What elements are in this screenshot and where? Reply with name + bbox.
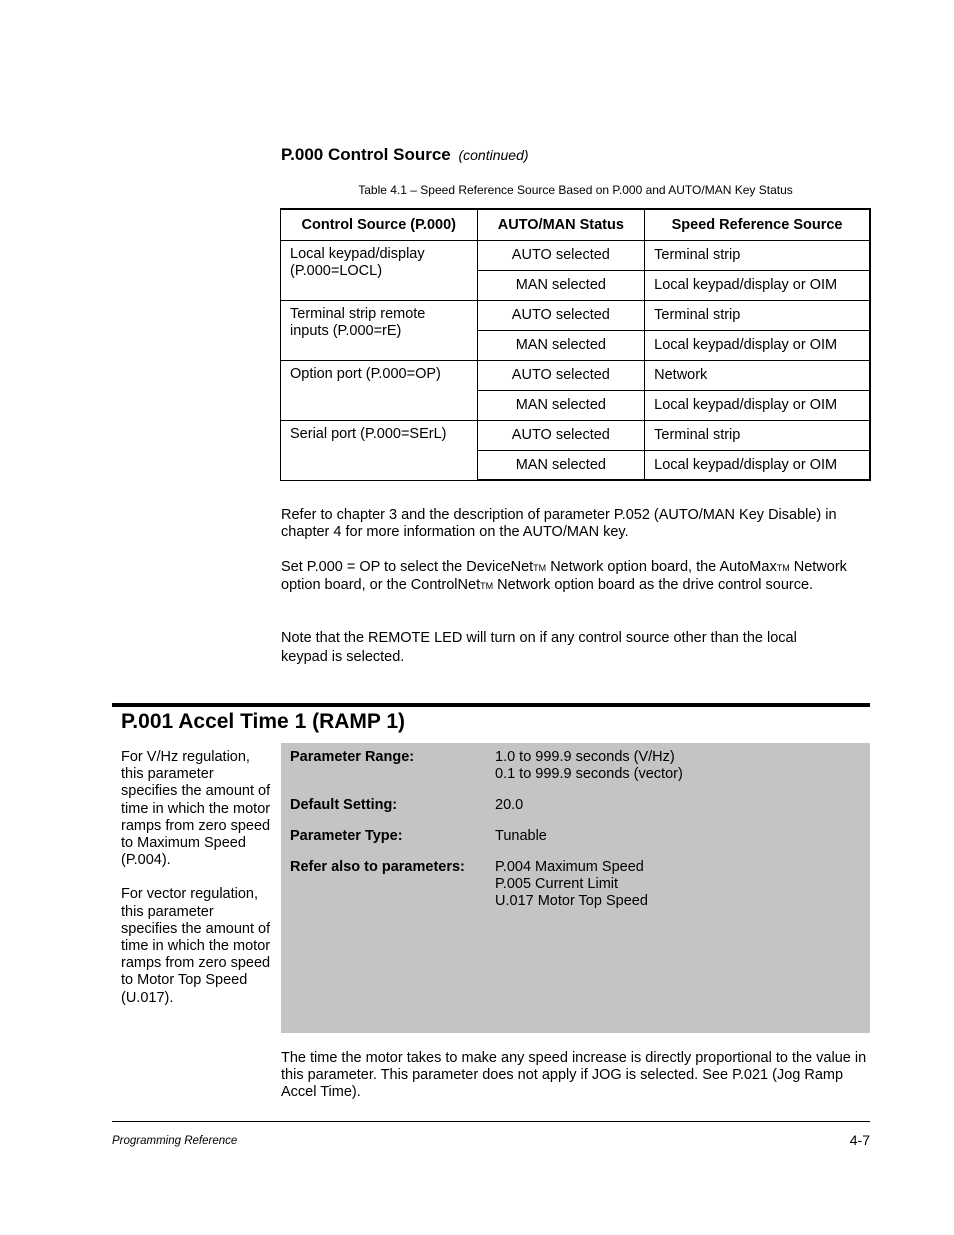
- control-source-cell: Option port (P.000=OP): [281, 360, 478, 420]
- range-value: 1.0 to 999.9 seconds (V/Hz): [495, 749, 675, 765]
- set-op-text-1: Set P.000 = OP to select the DeviceNet: [281, 559, 534, 575]
- accel-description-paragraph: The time the motor takes to make any speed increase is directly proportional to the value in this parameter. This parameter does not apply if JOG is selected. See P.021 (Jog Ramp Accel Time).: [281, 1050, 867, 1100]
- set-op-text-3: Network option board, or the ControlNet: [281, 559, 847, 593]
- status-cell: AUTO selected: [477, 420, 645, 450]
- table-row: [281, 240, 871, 270]
- header-control-source: Control Source (P.000): [281, 209, 478, 240]
- note-paragraph: [281, 629, 871, 667]
- type-value: Tunable: [495, 828, 547, 844]
- status-cell: MAN selected: [477, 330, 645, 360]
- header-speed-reference-source: Speed Reference Source: [645, 209, 870, 240]
- side-note: For V/Hz regulation, this parameter specifies the amount of time in which the motor ramps from zero speed to Maximum Speed (P.004).: [121, 749, 271, 869]
- trademark-mark: TM: [776, 563, 790, 573]
- set-op-text-4: Network option board as the drive control source.: [493, 577, 814, 593]
- reference-cell: Terminal strip: [645, 300, 870, 330]
- parameter-side-notes: [121, 749, 271, 1024]
- status-cell: AUTO selected: [477, 240, 645, 270]
- reference-cell: Terminal strip: [645, 420, 870, 450]
- parameter-info-box: [281, 743, 870, 1033]
- set-op-text-2: Network option board, the AutoMax: [546, 559, 777, 575]
- reference-cell: Local keypad/display or OIM: [645, 450, 870, 480]
- control-source-cell: Serial port (P.000=SErL): [281, 420, 478, 480]
- footer-divider: [112, 1121, 870, 1122]
- reference-cell: Local keypad/display or OIM: [645, 270, 870, 300]
- table-header-row: [281, 209, 871, 240]
- refer-paragraph: Refer to chapter 3 and the description of parameter P.052 (AUTO/MAN Key Disable) in chapter 4 for more information on the AUTO/MAN key.: [281, 507, 837, 540]
- range-value: 0.1 to 999.9 seconds (vector): [495, 766, 683, 783]
- parameter-title: P.001 Accel Time 1 (RAMP 1): [121, 710, 406, 733]
- note-line: keypad is selected.: [281, 649, 405, 665]
- side-note: For vector regulation, this parameter specifies the amount of time in which the motor ramps from zero speed to Motor Top Speed (U.017).: [121, 886, 271, 1006]
- refer-also-values: [495, 859, 648, 911]
- control-source-cell: Terminal strip remote inputs (P.000=rE): [281, 300, 478, 360]
- table-row: [281, 420, 871, 450]
- type-label: Parameter Type:: [290, 828, 403, 844]
- set-op-paragraph: [281, 559, 871, 595]
- default-value: 20.0: [495, 797, 524, 813]
- refer-also-label: Refer also to parameters:: [290, 859, 465, 875]
- reference-cell: Network: [645, 360, 870, 390]
- range-label: Parameter Range:: [290, 749, 415, 765]
- status-cell: MAN selected: [477, 270, 645, 300]
- table-row: [281, 300, 871, 330]
- status-cell: AUTO selected: [477, 360, 645, 390]
- reference-cell: Terminal strip: [645, 240, 870, 270]
- status-cell: MAN selected: [477, 450, 645, 480]
- control-source-cell: Local keypad/display (P.000=LOCL): [281, 240, 478, 300]
- reference-cell: Local keypad/display or OIM: [645, 330, 870, 360]
- status-cell: MAN selected: [477, 390, 645, 420]
- default-label: Default Setting:: [290, 797, 398, 813]
- trademark-mark: TM: [533, 563, 547, 573]
- table-caption: Table 4.1 – Speed Reference Source Based on P.000 and AUTO/MAN Key Status: [358, 183, 793, 197]
- reference-cell: Local keypad/display or OIM: [645, 390, 870, 420]
- status-cell: AUTO selected: [477, 300, 645, 330]
- section-title: P.000 Control Source: [281, 145, 451, 164]
- continued-label: (continued): [458, 147, 529, 163]
- page-number: 4-7: [849, 1132, 870, 1148]
- trademark-mark: TM: [480, 581, 494, 591]
- refer-also-item: U.017 Motor Top Speed: [495, 893, 648, 910]
- section-divider: [112, 703, 870, 707]
- speed-reference-table: [280, 208, 871, 481]
- range-values: [495, 749, 683, 783]
- note-line: Note that the REMOTE LED will turn on if any control source other than the local: [281, 630, 797, 646]
- footer-section-name: Programming Reference: [112, 1135, 238, 1147]
- refer-also-item: P.004 Maximum Speed: [495, 859, 644, 875]
- refer-also-item: P.005 Current Limit: [495, 876, 619, 893]
- table-row: [281, 360, 871, 390]
- header-auto-man-status: AUTO/MAN Status: [477, 209, 645, 240]
- section-heading: [281, 145, 529, 165]
